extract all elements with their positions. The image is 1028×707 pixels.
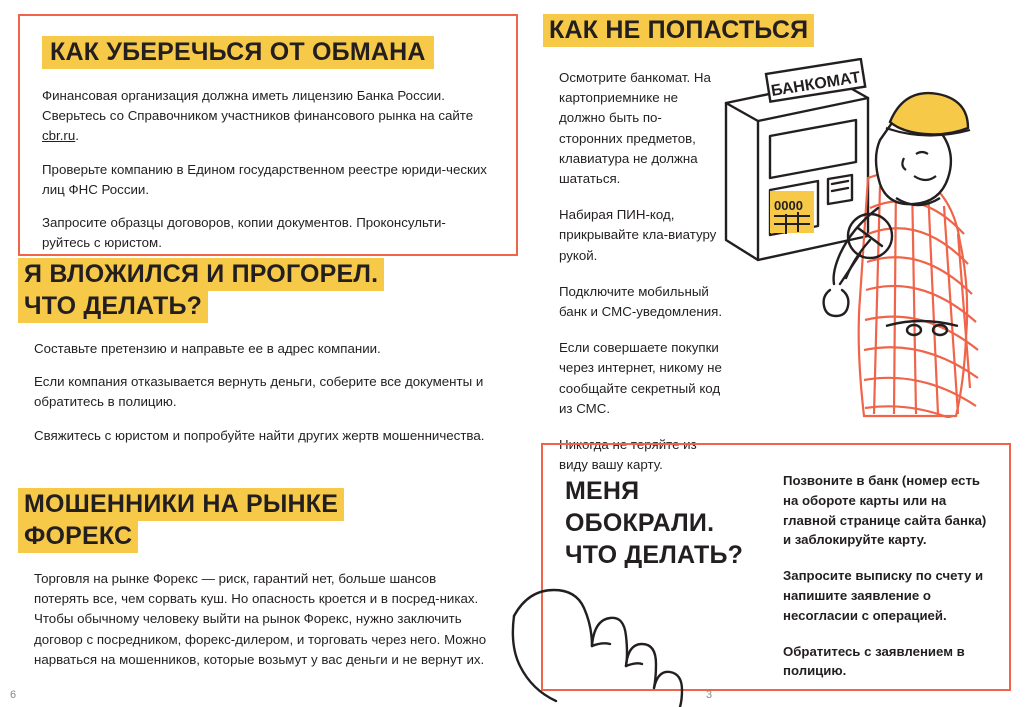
burned-paragraph-1: Составьте претензию и направьте ее в адрес компании. — [34, 341, 381, 356]
fraud-protection-paragraph-1-text: Финансовая организация должна иметь лицензию Банка России. Сверьтесь со Справочником участников финансового рынка на сайте — [42, 88, 474, 124]
forex-heading — [18, 492, 518, 549]
fraud-protection-heading-text: КАК УБЕРЕЧЬСЯ ОТ ОБМАНА — [42, 36, 434, 69]
atm-sign-text: БАНКОМАТ — [769, 69, 862, 100]
forex-heading-wrap — [18, 492, 518, 549]
atm-body — [541, 68, 725, 475]
forex-heading-line-1: МОШЕННИКИ НА РЫНКЕ — [18, 488, 344, 521]
section-forex-scammers — [18, 492, 518, 670]
forex-body — [18, 569, 518, 670]
fraud-protection-heading — [42, 36, 492, 68]
burned-heading-line-2: ЧТО ДЕЛАТЬ? — [18, 290, 208, 323]
forex-heading-line-2-wrap — [18, 524, 518, 549]
page-number-right: 3 — [706, 689, 713, 701]
detective-at-atm-illustration — [718, 58, 1018, 418]
fraud-protection-paragraph-3: Запросите образцы договоров, копии документов. Проконсульти-руйтесь с юристом. — [42, 215, 446, 251]
burned-heading-line-2-wrap — [18, 294, 518, 319]
atm-heading — [543, 14, 1011, 46]
atm-paragraph-3: Подключите мобильный банк и СМС-уведомления. — [559, 283, 723, 320]
robbed-paragraph-1: Позвоните в банк (номер есть на обороте карты или на главной странице сайта банка) и заблокируйте карту. — [783, 473, 987, 548]
burned-paragraph-2: Если компания отказывается вернуть деньги, соберите все документы и обратитесь в полицию. — [34, 374, 484, 410]
burned-heading-wrap — [18, 262, 518, 319]
page-number-left: 6 — [10, 689, 17, 701]
forex-heading-line-2: ФОРЕКС — [18, 520, 138, 553]
burned-heading — [18, 262, 518, 319]
atm-paragraph-1: Осмотрите банкомат. На картоприемнике не должно быть по-сторонних предметов, клавиатура не должна шататься. — [559, 70, 711, 187]
robbed-paragraph-3: Обратитесь с заявлением в полицию. — [783, 643, 965, 679]
robbed-body — [783, 469, 987, 697]
burned-paragraph-3: Свяжитесь с юристом и попробуйте найти других жертв мошенничества. — [34, 427, 485, 443]
robbed-heading-line-1: МЕНЯ — [565, 477, 640, 505]
atm-paragraph-5: Никогда не теряйте из виду вашу карту. — [559, 437, 697, 473]
section-fraud-protection — [18, 14, 518, 256]
atm-paragraph-4: Если совершаете покупки через интернет, никому не сообщайте секретный код из СМС. — [559, 340, 722, 416]
robbed-heading — [565, 479, 765, 568]
robbed-heading-line-3: ЧТО ДЕЛАТЬ? — [565, 541, 744, 569]
robbed-paragraph-2: Запросите выписку по счету и напишите заявление о несогласии с операцией. — [783, 568, 984, 623]
fraud-protection-paragraph-2: Проверьте компанию в Едином государственном реестре юриди-ческих лиц ФНС России. — [42, 161, 487, 197]
forex-paragraph-1: Торговля на рынке Форекс — риск, гарантий нет, больше шансов потерять все, чем сорвать куш. Но опасность кроется и в посред-никах. Чтобы обычному человеку выйти на рынок Форекс, нужно заключить договор с посредником, форекс-дилером, и торговать через него. Можно нарваться на мошенников, которые возьмут у вас деньги и не вернут их. — [34, 571, 487, 667]
atm-paragraph-2: Набирая ПИН-код, прикрывайте кла-виатуру рукой. — [559, 207, 717, 263]
burned-heading-line-1-wrap — [18, 262, 518, 287]
cbr-link[interactable]: cbr.ru — [42, 128, 76, 144]
hand-illustration — [508, 560, 738, 707]
fraud-protection-paragraph-1 — [42, 86, 492, 147]
atm-heading-text: КАК НЕ ПОПАСТЬСЯ — [543, 14, 814, 47]
burned-body — [18, 339, 518, 446]
burned-heading-line-1: Я ВЛОЖИЛСЯ И ПРОГОРЕЛ. — [18, 258, 384, 291]
forex-heading-line-1-wrap — [18, 492, 518, 517]
keypad-digits-text: 0000 — [774, 198, 803, 213]
fraud-protection-paragraph-1-suffix: . — [75, 128, 79, 144]
robbed-heading-line-2: ОБОКРАЛИ. — [565, 509, 715, 537]
section-invested-and-burned — [18, 262, 518, 446]
